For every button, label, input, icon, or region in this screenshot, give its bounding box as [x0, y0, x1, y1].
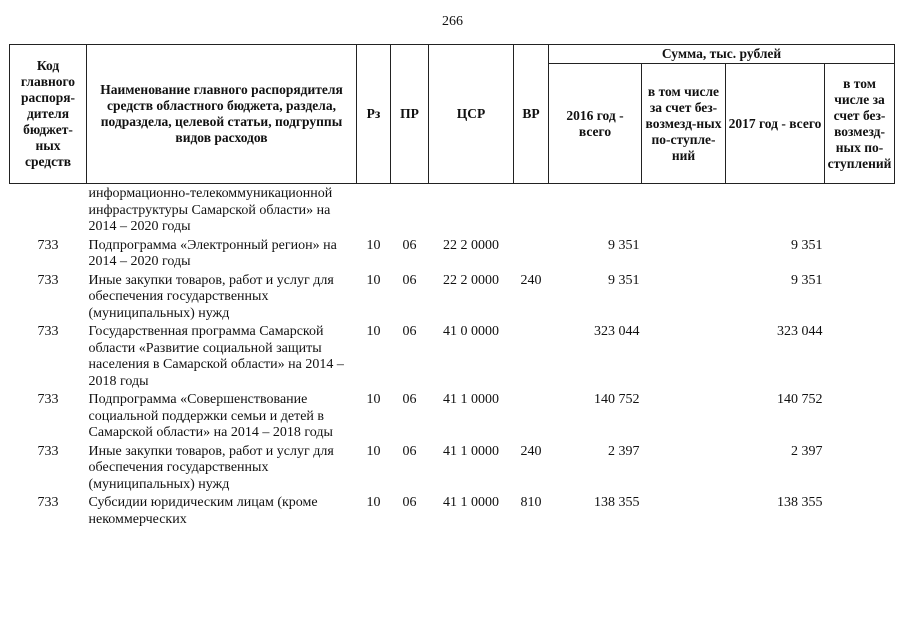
row-2016-total: 9 351: [608, 272, 640, 288]
continuation-text: информационно-телекоммуникационной инфраструктуры Самарской области» на 2014 – 2020 годы: [88, 186, 333, 234]
row-name: Иные закупки товаров, работ и услуг для обеспечения государственных (муниципальных) нужд: [88, 272, 334, 321]
row-csr: 22 2 0000: [443, 272, 499, 288]
row-pr: 06: [402, 443, 417, 459]
row-2016-free: [642, 390, 726, 442]
row-pr: 06: [402, 272, 417, 288]
row-2017-free: [825, 442, 895, 494]
row-2017-total: 140 752: [777, 392, 823, 407]
row-rz: 10: [366, 443, 381, 459]
row-pr: 06: [402, 392, 417, 407]
header-code: Код главного распоря-дителя бюджет-ных средств: [10, 45, 87, 184]
row-2016-free: [642, 493, 726, 528]
row-csr: 41 0 0000: [443, 324, 499, 339]
row-2016-total: 138 355: [594, 495, 640, 510]
row-code: 733: [37, 272, 59, 288]
row-rz: 10: [366, 324, 381, 339]
row-2016-total: 2 397: [608, 443, 640, 459]
row-pr: 06: [402, 495, 417, 510]
header-name: Наименование главного распорядителя средств областного бюджета, раздела, подраздела, целевой статьи, подгруппы видов расходов: [87, 45, 357, 184]
row-vr: [514, 322, 549, 390]
table-row: [10, 236, 895, 271]
row-2016-total: 9 351: [608, 237, 640, 253]
row-2016-free: [642, 236, 726, 271]
row-2017-free: [825, 322, 895, 390]
row-csr: 41 1 0000: [443, 443, 499, 459]
row-2017-free: [825, 271, 895, 323]
row-2016-free: [642, 322, 726, 390]
table-body: [10, 184, 895, 529]
row-csr: 41 1 0000: [443, 392, 499, 407]
row-2016-total: 140 752: [594, 392, 640, 407]
row-code: 733: [37, 495, 59, 510]
row-2016-free: [642, 442, 726, 494]
budget-table: [9, 44, 895, 528]
table-row: [10, 322, 895, 390]
header-2017-free: в том числе за счет без-возмезд-ных по-ступлений: [825, 64, 895, 184]
row-vr: 810: [520, 495, 542, 510]
row-2017-total: 138 355: [777, 495, 823, 510]
row-code: 733: [37, 237, 59, 253]
row-2017-total: 323 044: [777, 324, 823, 339]
row-rz: 10: [366, 237, 381, 253]
row-vr: [514, 390, 549, 442]
table-row: [10, 493, 895, 528]
row-code: 733: [37, 443, 59, 459]
row-name: Государственная программа Самарской области «Развитие социальной защиты населения в Самарской области» на 2014 – 2018 годы: [88, 324, 344, 389]
row-2017-total: 2 397: [791, 443, 823, 459]
row-code: 733: [37, 392, 59, 407]
row-pr: 06: [402, 237, 417, 253]
row-rz: 10: [366, 495, 381, 510]
row-name: Подпрограмма «Электронный регион» на 2014 – 2020 годы: [88, 237, 337, 269]
row-vr: 240: [520, 272, 542, 288]
row-2016-free: [642, 271, 726, 323]
row-2016-total: 323 044: [594, 324, 640, 339]
row-name: Субсидии юридическим лицам (кроме некоммерческих: [88, 495, 318, 527]
table-row: [10, 442, 895, 494]
row-2017-free: [825, 493, 895, 528]
row-name: Подпрограмма «Совершенствование социальной поддержки семьи и детей в Самарской области» на 2014 – 2018 годы: [88, 392, 333, 440]
row-2017-total: 9 351: [791, 237, 823, 253]
row-csr: 41 1 0000: [443, 495, 499, 510]
row-rz: 10: [366, 392, 381, 407]
row-pr: 06: [402, 324, 417, 339]
header-vr: ВР: [514, 45, 549, 184]
header-2016-total: 2016 год - всего: [549, 64, 642, 184]
row-vr: 240: [520, 443, 542, 459]
row-vr: [514, 236, 549, 271]
table-header: [10, 45, 895, 184]
table-row: [10, 390, 895, 442]
header-rz: Рз: [357, 45, 391, 184]
header-csr: ЦСР: [429, 45, 514, 184]
row-name: Иные закупки товаров, работ и услуг для обеспечения государственных (муниципальных) нужд: [88, 443, 334, 492]
header-2017-total: 2017 год - всего: [726, 64, 825, 184]
row-2017-total: 9 351: [791, 272, 823, 288]
row-csr: 22 2 0000: [443, 237, 499, 253]
header-pr: ПР: [391, 45, 429, 184]
page-number: 266: [442, 14, 463, 29]
row-rz: 10: [366, 272, 381, 288]
header-2016-free: в том числе за счет без-возмезд-ных по-ступле-ний: [642, 64, 726, 184]
table-row-continuation: [10, 184, 895, 236]
table-row: [10, 271, 895, 323]
row-code: 733: [37, 324, 59, 339]
row-2017-free: [825, 236, 895, 271]
header-sum: Сумма, тыс. рублей: [549, 45, 895, 64]
row-2017-free: [825, 390, 895, 442]
